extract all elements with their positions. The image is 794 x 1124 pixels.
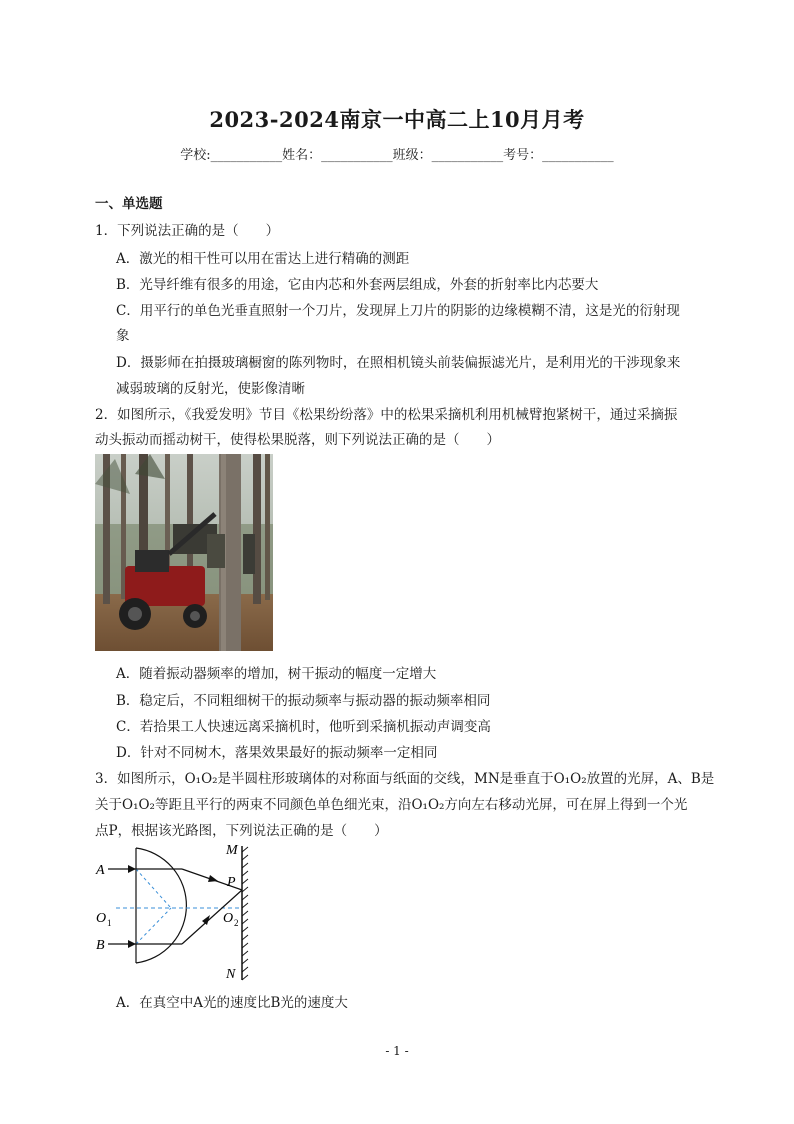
normal-line-a [136, 869, 171, 908]
pine-cone-harvester-photo [95, 454, 273, 651]
optics-diagram [94, 838, 254, 986]
q3-stem: 3．如图所示，O₁O₂是半圆柱形玻璃体的对称面与纸面的交线，MN是垂直于O₁O₂放置的光屏，A、B是 [95, 771, 715, 787]
q1-option-b: B．光导纤维有很多的用途，它由内芯和外套两层组成，外套的折射率比内芯要大 [116, 277, 599, 293]
label-o1-subscript: 1 [107, 918, 112, 928]
q1-option-c: C．用平行的单色光垂直照射一个刀片，发现屏上刀片的阴影的边缘模糊不清，这是光的衍射现 [116, 303, 680, 319]
q2-stem: 2．如图所示，《我爱发明》节目《松果纷纷落》中的松果采摘机利用机械臂抱紧树干，通过采摘振 [95, 407, 678, 423]
optics-diagram-svg [94, 838, 254, 986]
beam-a-arrow-2 [208, 875, 218, 882]
label-a: A [96, 863, 105, 878]
q3-stem-cont-2: 点P，根据该光路图，下列说法正确的是（ ） [95, 823, 388, 839]
label-o1: O [96, 911, 107, 926]
q3-option-a: A．在真空中A光的速度比B光的速度大 [116, 995, 348, 1011]
normal-line-b [136, 908, 171, 944]
q1-stem: 1．下列说法正确的是（ ） [95, 223, 280, 239]
label-m: M [226, 843, 238, 858]
glass-curved-face [136, 848, 186, 963]
q1-option-a: A．激光的相干性可以用在雷达上进行精确的测距 [116, 251, 410, 267]
q2-option-b: B．稳定后，不同粗细树干的振动频率与振动器的振动频率相同 [116, 693, 491, 709]
section-heading: 一、单选题 [95, 196, 163, 212]
exam-title: 2023-2024南京一中高二上10月月考 [209, 107, 585, 132]
q1-option-d: D．摄影师在拍摄玻璃橱窗的陈列物时，在照相机镜头前装偏振滤光片，是利用光的干涉现象来 [116, 355, 681, 371]
harvester-photo-illustration [95, 454, 273, 651]
q2-option-c: C．若拾果工人快速远离采摘机时，他听到采摘机振动声调变高 [116, 719, 491, 735]
q2-option-d: D．针对不同树木，落果效果最好的振动频率一定相同 [116, 745, 438, 761]
beam-a-arrow-1 [128, 865, 136, 873]
q3-stem-cont: 关于O₁O₂等距且平行的两束不同颜色单色细光束，沿O₁O₂方向左右移动光屏，可在屏上得到一个光 [95, 797, 688, 813]
page-number: - 1 - [385, 1044, 409, 1058]
student-info-line: 学校:___________姓名：___________班级：___________考号：___________ [180, 148, 614, 163]
label-o2-subscript: 2 [234, 918, 239, 928]
beam-b-arrow-1 [128, 940, 136, 948]
label-b: B [96, 938, 105, 953]
q1-option-d-cont: 减弱玻璃的反射光，使影像清晰 [116, 381, 305, 397]
label-p: P [227, 875, 236, 890]
q2-stem-cont: 动头振动而摇动树干，使得松果脱落，则下列说法正确的是（ ） [95, 432, 500, 448]
q1-option-c-cont: 象 [116, 328, 130, 344]
screen-hatching [242, 847, 248, 980]
label-o2: O [223, 911, 234, 926]
q2-option-a: A．随着振动器频率的增加，树干振动的幅度一定增大 [116, 666, 437, 682]
label-n: N [226, 967, 236, 982]
